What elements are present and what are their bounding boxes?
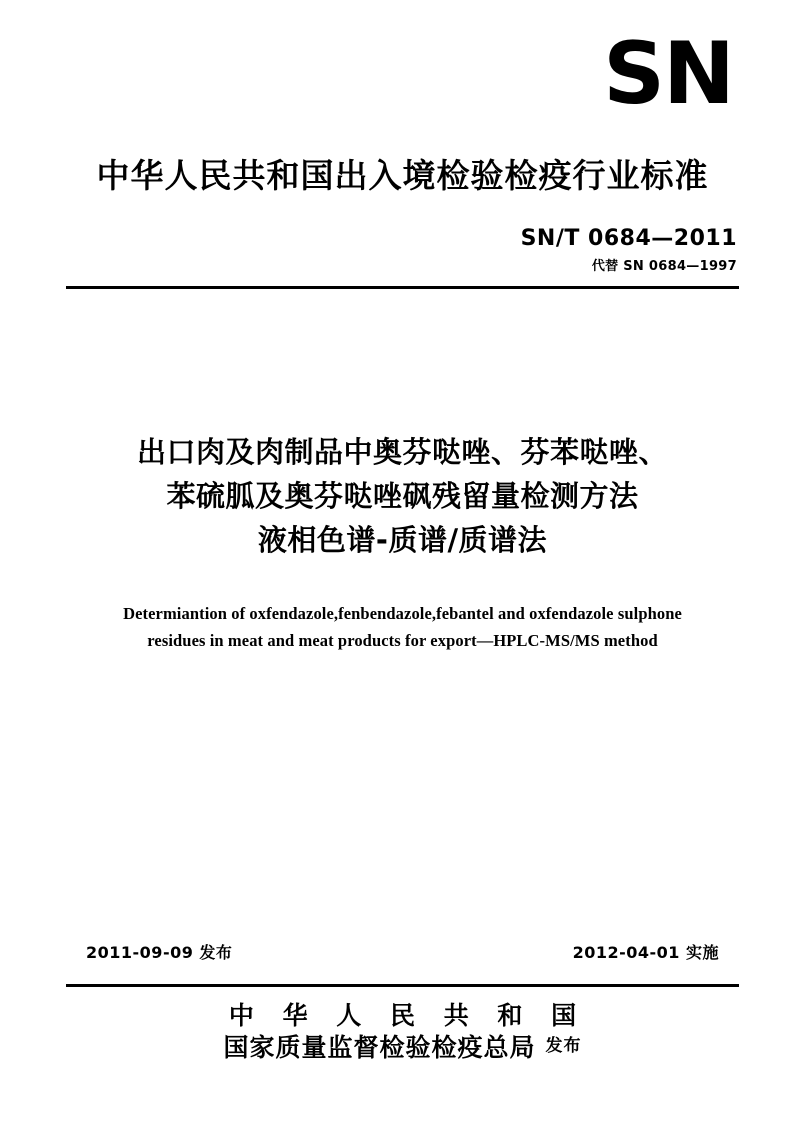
publisher-line-2-wrap: [0, 1032, 805, 1064]
standard-number-block: [521, 226, 737, 274]
chinese-title: [0, 430, 805, 562]
english-title-line-1: Determiantion of oxfendazole,fenbendazole,febantel and oxfendazole sulphone: [123, 604, 682, 623]
implementation-date: 2012-04-01 实施: [572, 943, 719, 962]
footer-divider-rule: [66, 984, 739, 987]
publish-verb: 发布: [545, 1036, 582, 1056]
standard-number: SN/T 0684—2011: [520, 226, 737, 251]
chinese-title-line-1: 出口肉及肉制品中奥芬哒唑、芬苯哒唑、: [136, 435, 668, 469]
chinese-title-line-2: 苯硫胍及奥芬哒唑砜残留量检测方法: [166, 479, 639, 513]
publisher-line-1: 中 华 人 民 共 和 国: [228, 1001, 587, 1030]
publisher-block: [0, 1000, 805, 1064]
issue-date: 2011-09-09 发布: [86, 943, 233, 962]
replaced-standard-number: 代替 SN 0684—1997: [591, 259, 737, 274]
english-title: [0, 600, 805, 654]
sn-logo: SN: [603, 24, 733, 124]
english-title-line-2: residues in meat and meat products for export—HPLC-MS/MS method: [147, 631, 658, 650]
chinese-title-line-3: 液相色谱-质谱/质谱法: [257, 523, 548, 557]
publisher-line-2: 国家质量监督检验检疫总局: [223, 1033, 536, 1062]
issuing-organization-line: 中华人民共和国出入境检验检疫行业标准: [96, 156, 709, 195]
header-divider-rule: [66, 286, 739, 289]
